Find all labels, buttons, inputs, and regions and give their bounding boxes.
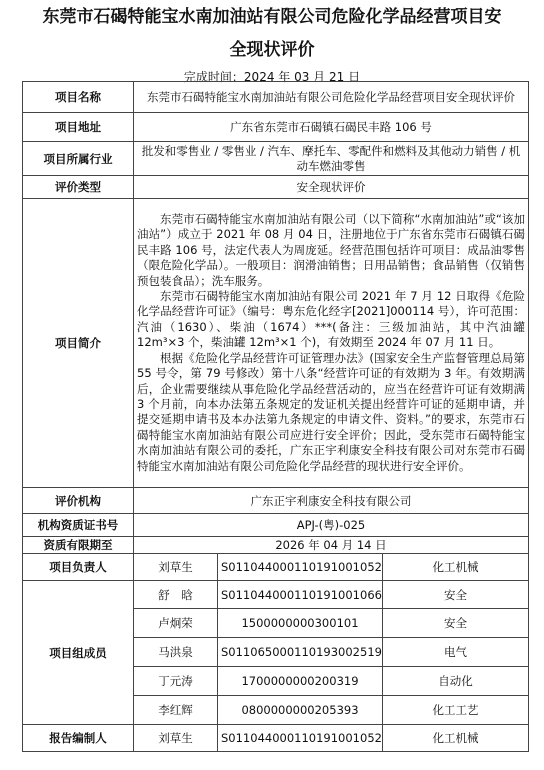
author-name: 刘草生 (134, 725, 218, 752)
value-project-address: 广东省东莞市石碣镇石碣民丰路 106 号 (134, 113, 529, 142)
row-cert-valid (23, 537, 529, 554)
intro-paragraph-2: 东莞市石碣特能宝水南加油站有限公司 2021 年 7 月 12 日取得《危险化学品经营许可证》（编号：粤东危化经字[2021]000114 号），许可范围：汽油（1630）、柴油（1674）***(备注：三级加油站，其中汽油罐 12m³×3 个，柴油罐 12m³×1 个)，有效期至 2024 年 07 月 11 日。 (137, 289, 525, 350)
intro-paragraph-3: 根据《危险化学品经营许可证管理办法》(国家安全生产监督管理总局第 55 号令，第 79 号修改）第十八条“经营许可证的有效期为 3 年。有效期满后，企业需要继续从事危险化学品经营活动的，应当在经营许可证有效期满 3 个月前，向本办法第五条规定的发证机关提出经营许可证的延期申请，并提交延期申请书及本办法第九条规定的申请文件、资料。”的要求，东莞市石碣特能宝水南加油站有限公司应进行安全评价；因此，受东莞市石碣特能宝水南加油站有限公司的委托，广东正宇利康安全科技有限公司对东莞市石碣特能宝水南加油站有限公司危险化学品经营的现状进行安全评价。 (137, 350, 525, 473)
label-members: 项目组成员 (23, 581, 134, 725)
member-cert: 1700000000200319 (218, 667, 383, 696)
author-cert: S011044000110191001052 (218, 725, 383, 752)
member-specialty: 安全 (383, 609, 529, 638)
member-cert: 0800000000205393 (218, 696, 383, 725)
row-project-address (23, 113, 529, 142)
value-project-name: 东莞市石碣特能宝水南加油站有限公司危险化学品经营项目安全现状评价 (134, 82, 529, 113)
label-cert-valid: 资质有限期至 (23, 537, 134, 554)
label-eval-type: 评价类型 (23, 176, 134, 199)
label-report-author: 报告编制人 (23, 725, 134, 752)
info-table (22, 81, 529, 752)
member-name: 丁元涛 (134, 667, 218, 696)
member-specialty: 化工工艺 (383, 696, 529, 725)
label-industry: 项目所属行业 (23, 142, 134, 176)
completion-time: 完成时间：2024 年 03 月 21 日 (183, 70, 361, 84)
member-cert: S011044000110191001066 (218, 581, 383, 609)
member-name: 舒 晗 (134, 581, 218, 609)
member-name: 李红辉 (134, 696, 218, 725)
leader-cert: S011044000110191001052 (218, 554, 383, 581)
leader-specialty: 化工机械 (383, 554, 529, 581)
label-project-name: 项目名称 (23, 82, 134, 113)
member-cert: S011065000110193002519 (218, 638, 383, 667)
value-eval-type: 安全现状评价 (134, 176, 529, 199)
label-agency: 评价机构 (23, 488, 134, 514)
member-specialty: 安全 (383, 581, 529, 609)
row-intro (23, 199, 529, 488)
value-cert-no: APJ-(粤)-025 (134, 514, 529, 537)
author-specialty: 化工机械 (383, 725, 529, 752)
title-line-1: 东莞市石碣特能宝水南加油站有限公司危险化学品经营项目安 (42, 7, 502, 27)
label-intro: 项目简介 (23, 199, 134, 488)
label-project-address: 项目地址 (23, 113, 134, 142)
member-name: 马洪泉 (134, 638, 218, 667)
member-specialty: 电气 (383, 638, 529, 667)
label-cert-no: 机构资质证书号 (23, 514, 134, 537)
member-cert: 1500000000300101 (218, 609, 383, 638)
value-industry: 批发和零售业 / 零售业 / 汽车、摩托车、零配件和燃料及其他动力销售 / 机动车燃油零售 (134, 142, 529, 176)
title-line-2: 全现状评价 (229, 40, 315, 60)
row-project-name (23, 82, 529, 113)
member-name: 卢炯荣 (134, 609, 218, 638)
leader-name: 刘草生 (134, 554, 218, 581)
intro-paragraph-1: 东莞市石碣特能宝水南加油站有限公司（以下简称“水南加油站”或“该加油站”）成立于 2021 年 08 月 04 日，注册地位于广东省东莞市石碣镇石碣民丰路 106 号，法定代表人为周庞延。经营范围包括许可项目：成品油零售（限危险化学品）。一般项目：润滑油销售；日用品销售；食品销售（仅销售预包装食品）；洗车服务。 (137, 212, 525, 288)
row-cert-no (23, 514, 529, 537)
row-leader (23, 554, 529, 581)
value-intro (134, 199, 529, 488)
value-agency: 广东正宇利康安全科技有限公司 (134, 488, 529, 514)
member-specialty: 自动化 (383, 667, 529, 696)
value-cert-valid: 2026 年 04 月 14 日 (134, 537, 529, 554)
label-leader: 项目负责人 (23, 554, 134, 581)
row-report-author (23, 725, 529, 752)
row-member (23, 581, 529, 609)
row-agency (23, 488, 529, 514)
row-eval-type (23, 176, 529, 199)
row-industry (23, 142, 529, 176)
document-title (0, 0, 544, 67)
